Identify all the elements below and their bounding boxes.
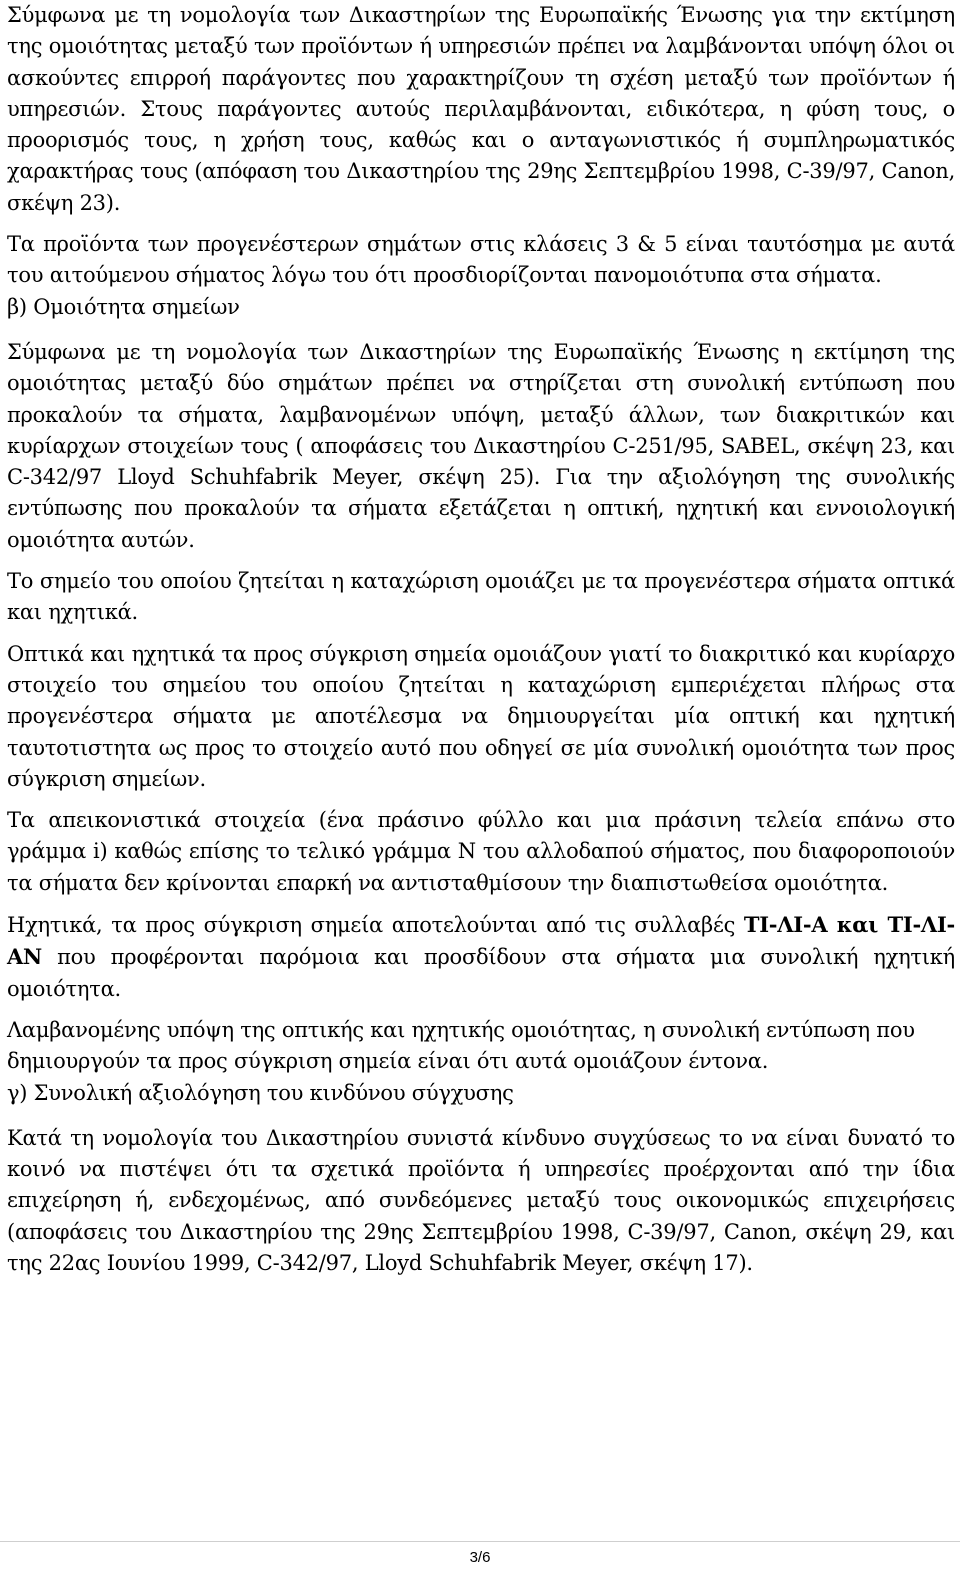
aural-text-end: που προφέρονται παρόμοια και προσδίδουν στα σήματα μια συνολική ηχητική ομοιότητα. bbox=[7, 945, 955, 1001]
page-number: 3/6 bbox=[469, 1549, 491, 1566]
paragraph-dominant-element: Οπτικά και ηχητικά τα προς σύγκριση σημεία ομοιάζουν γιατί το διακριτικό και κυρίαρχο στοιχείο του σημείου του οποίου ζητείται η καταχώριση εμπεριέχεται πλήρως στα προγενέστερα σήματα με αποτέλεσμα να δημιουργείται μία οπτική και ηχητική ταυτοτιστητα ως προς το στοιχείο αυτό που οδηγεί σε μία συνολική ομοιότητα των προς σύγκριση σημείων. bbox=[7, 641, 955, 791]
paragraph-figurative-elements: Τα απεικονιστικά στοιχεία (ένα πράσινο φύλλο και μια πράσινη τελεία επάνω στο γράμμα i) καθώς επίσης το τελικό γράμμα N του αλλοδαπού σήματος, που διαφοροποιούν τα σήματα δεν κρίνονται επαρκή να αντισταθμίσουν την διαπιστωθείσα ομοιότητα. bbox=[7, 808, 955, 895]
paragraph-likelihood-of-confusion: Κατά τη νομολογία του Δικαστηρίου συνιστά κίνδυνο συγχύσεως το να είναι δυνατό το κοινό να πιστέψει ότι τα σχετικά προϊόντα ή υπηρεσίες προέρχονται από την ίδια επιχείρηση ή, ενδεχομένως, από συνδεόμενες μεταξύ τους οικονομικώς επιχειρήσεις (αποφάσεις του Δικαστηρίου της 29ης Σεπτεμβρίου 1998, C-39/97, Canon, σκέψη 29, και της 22ας Ιουνίου 1999, C-342/97, Lloyd Schuhfabrik Meyer, σκέψη 17). bbox=[7, 1125, 955, 1275]
section-heading-likelihood-of-confusion: γ) Συνολική αξιολόγηση του κινδύνου σύγχυσης bbox=[7, 1080, 514, 1105]
document-body bbox=[7, 0, 955, 1279]
page-divider bbox=[0, 1541, 960, 1542]
section-heading-sign-similarity: β) Ομοιότητα σημείων bbox=[7, 294, 240, 319]
paragraph-product-similarity-case-law: Σύμφωνα με τη νομολογία των Δικαστηρίων της Ευρωπαϊκής Ένωσης για την εκτίμηση της ομοιότητας μεταξύ των προϊόντων ή υπηρεσιών πρέπει να λαμβάνονται υπόψη όλοι οι ασκούντες επιρροή παράγοντες που χαρακτηρίζουν τη σχέση μεταξύ των προϊόντων ή υπηρεσιών. Στους παράγοντες αυτούς περιλαμβάνονται, ειδικότερα, η φύση τους, ο προορισμός τους, η χρήση τους, καθώς και ο ανταγωνιστικός ή συμπληρωματικός χαρακτήρας τους (απόφαση του Δικαστηρίου της 29ης Σεπτεμβρίου 1998, C-39/97, Canon, σκέψη 23). bbox=[7, 3, 955, 215]
paragraph-aural-comparison bbox=[7, 909, 955, 1005]
paragraph-visual-aural-similarity: Το σημείο του οποίου ζητείται η καταχώριση ομοιάζει με τα προγενέστερα σήματα οπτικά και ηχητικά. bbox=[7, 569, 955, 625]
paragraph-overall-impression: Σύμφωνα με τη νομολογία των Δικαστηρίων της Ευρωπαϊκής Ένωσης η εκτίμηση της ομοιότητας μεταξύ δύο σημάτων πρέπει να στηρίζεται στη συνολική εντύπωση που προκαλούν τα σήματα, λαμβανομένων υπόψη, μεταξύ άλλων, των διακριτικών και κυρίαρχων στοιχείων τους ( αποφάσεις του Δικαστηρίου C-251/95, SABEL, σκέψη 23, και C-342/97 Lloyd Schuhfabrik Meyer, σκέψη 25). Για την αξιολόγηση της συνολικής εντύπωσης που προκαλούν τα σήματα εξετάζεται η οπτική, ηχητική και εννοιολογική ομοιότητα αυτών. bbox=[7, 339, 955, 552]
syllables-bold: ΤΙ-ΛΙ-Α και ΤΙ-ΛΙ-ΑΝ bbox=[7, 912, 955, 970]
paragraph-identical-products: Τα προϊόντα των προγενέστερων σημάτων στις κλάσεις 3 & 5 είναι ταυτόσημα με αυτά του αιτούμενου σήματος λόγω του ότι προσδιορίζονται πανομοιότυπα στα σήματα. bbox=[7, 232, 955, 288]
aural-text-start: Ηχητικά, τα προς σύγκριση σημεία αποτελούνται από τις συλλαβές bbox=[7, 913, 744, 938]
paragraph-overall-conclusion: Λαμβανομένης υπόψη της οπτικής και ηχητικής ομοιότητας, η συνολική εντύπωση που δημιουργούν τα προς σύγκριση σημεία είναι ότι αυτά ομοιάζουν έντονα. bbox=[7, 1017, 915, 1074]
